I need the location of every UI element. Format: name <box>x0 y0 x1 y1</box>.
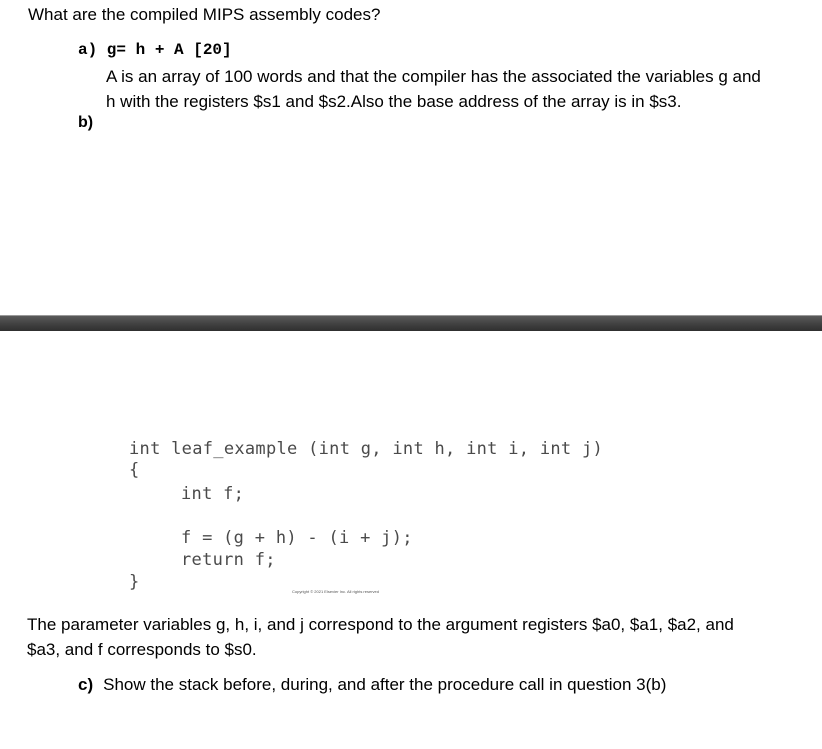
part-a-description-line-2: h with the registers $s1 and $s2.Also the base address of the array is in $s3. <box>106 92 682 111</box>
parameter-description <box>27 612 734 662</box>
parameter-description-line-1: The parameter variables g, h, i, and j correspond to the argument registers $a0, $a1, $a2, and <box>27 615 734 634</box>
part-c <box>78 675 666 695</box>
section-divider <box>0 315 822 331</box>
parameter-description-line-2: $a3, and f corresponds to $s0. <box>27 640 257 659</box>
code-line-expression: f = (g + h) - (i + j); <box>181 528 413 548</box>
part-a-description <box>106 64 761 114</box>
code-line-signature: int leaf_example (int g, int h, int i, int j) <box>129 439 604 459</box>
part-c-text: Show the stack before, during, and after the procedure call in question 3(b) <box>103 675 667 694</box>
code-line-declaration: int f; <box>181 484 245 504</box>
part-a-expression: a) g= h + A [20] <box>78 41 232 59</box>
code-line-open-brace: { <box>129 460 140 480</box>
part-a-description-line-1: A is an array of 100 words and that the compiler has the associated the variables g and <box>106 67 761 86</box>
question-title: What are the compiled MIPS assembly codes? <box>28 5 381 24</box>
code-line-return: return f; <box>181 550 276 570</box>
part-c-label: c) <box>78 675 94 694</box>
part-b-label: b) <box>78 114 94 131</box>
copyright-notice: Copyright © 2021 Elsevier Inc. All rights reserved <box>292 589 379 594</box>
code-line-close-brace: } <box>129 572 140 592</box>
